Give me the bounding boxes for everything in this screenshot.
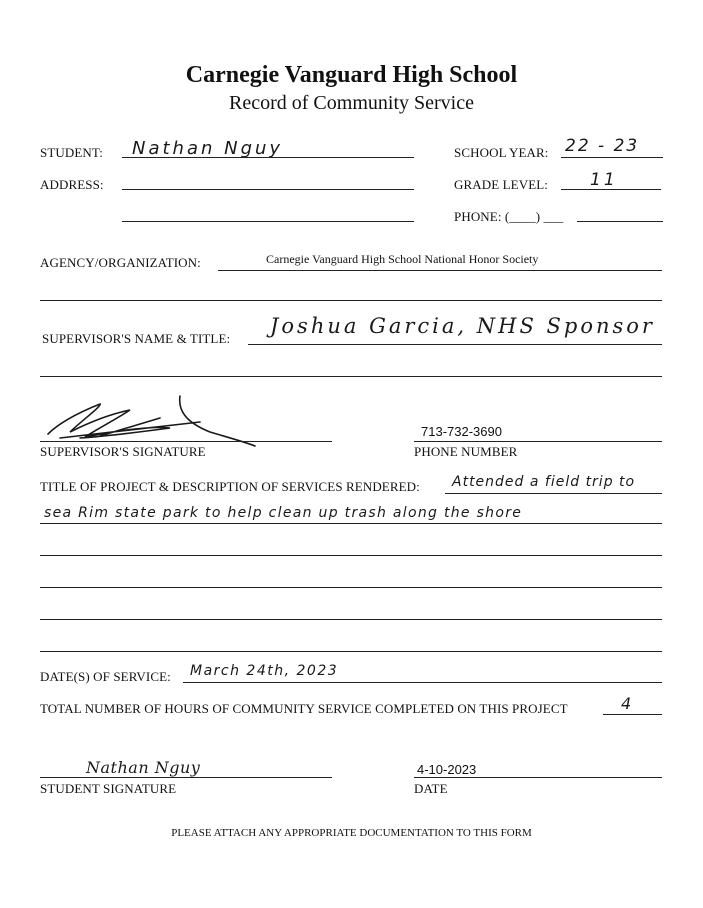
dates-label: DATE(S) OF SERVICE:	[40, 669, 171, 684]
supervisor-name-label: SUPERVISOR'S NAME & TITLE:	[42, 331, 231, 346]
project-line-1	[445, 493, 662, 494]
address-line-1[interactable]	[122, 189, 414, 190]
agency-label: AGENCY/ORGANIZATION:	[40, 255, 201, 270]
project-line-4[interactable]	[40, 587, 662, 588]
project-line-6[interactable]	[40, 651, 662, 652]
address-line-2[interactable]	[122, 221, 414, 222]
grade-level-label: GRADE LEVEL:	[454, 177, 548, 192]
school-name: Carnegie Vanguard High School	[185, 62, 518, 88]
school-year-label: SCHOOL YEAR:	[454, 145, 549, 160]
supervisor-phone-line	[414, 441, 662, 442]
student-signature-label: STUDENT SIGNATURE	[40, 781, 177, 796]
project-line-3[interactable]	[40, 555, 662, 556]
student-label: STUDENT:	[40, 145, 103, 160]
supervisor-phone-value[interactable]: 713-732-3690	[421, 424, 502, 439]
grade-level-value[interactable]: 11	[590, 170, 618, 190]
supervisor-name-line-2[interactable]	[40, 376, 662, 377]
agency-value[interactable]: Carnegie Vanguard High School National Honor Society	[266, 252, 539, 266]
date-label: DATE	[414, 781, 448, 796]
total-hours-line	[603, 714, 662, 715]
phone-line[interactable]	[577, 221, 663, 222]
student-signature-line	[40, 777, 332, 778]
dates-value[interactable]: March 24th, 2023	[190, 663, 339, 679]
supervisor-name-value[interactable]: Joshua Garcia, NHS Sponsor	[270, 314, 655, 338]
total-hours-label: TOTAL NUMBER OF HOURS OF COMMUNITY SERVICE COMPLETED ON THIS PROJECT	[40, 701, 568, 716]
project-line-2	[40, 523, 662, 524]
date-line	[414, 777, 662, 778]
agency-line	[218, 270, 662, 271]
total-hours-value[interactable]: 4	[621, 694, 632, 713]
supervisor-signature-label: SUPERVISOR'S SIGNATURE	[40, 444, 206, 459]
agency-line-2[interactable]	[40, 300, 662, 301]
student-signature-value[interactable]: Nathan Nguy	[86, 758, 201, 777]
date-value[interactable]: 4-10-2023	[417, 762, 477, 777]
supervisor-name-line	[248, 344, 662, 345]
school-year-line	[561, 157, 663, 158]
dates-line	[183, 682, 662, 683]
supervisor-signature-line[interactable]	[40, 441, 332, 442]
phone-number-label: PHONE NUMBER	[414, 444, 518, 459]
project-label: TITLE OF PROJECT & DESCRIPTION OF SERVICES RENDERED:	[40, 479, 420, 494]
supervisor-signature-scribble	[40, 392, 270, 452]
project-line-5[interactable]	[40, 619, 662, 620]
phone-label: PHONE: (____) ___	[454, 209, 564, 224]
student-name-value[interactable]: Nathan Nguy	[132, 138, 284, 159]
address-label: ADDRESS:	[40, 177, 104, 192]
project-value-line1[interactable]: Attended a field trip to	[452, 474, 636, 490]
form-title: Record of Community Service	[229, 92, 474, 114]
project-value-line2[interactable]: sea Rim state park to help clean up trash along the shore	[44, 505, 523, 521]
footer-note: PLEASE ATTACH ANY APPROPRIATE DOCUMENTATION TO THIS FORM	[171, 827, 532, 839]
school-year-value[interactable]: 22 - 23	[565, 136, 640, 156]
